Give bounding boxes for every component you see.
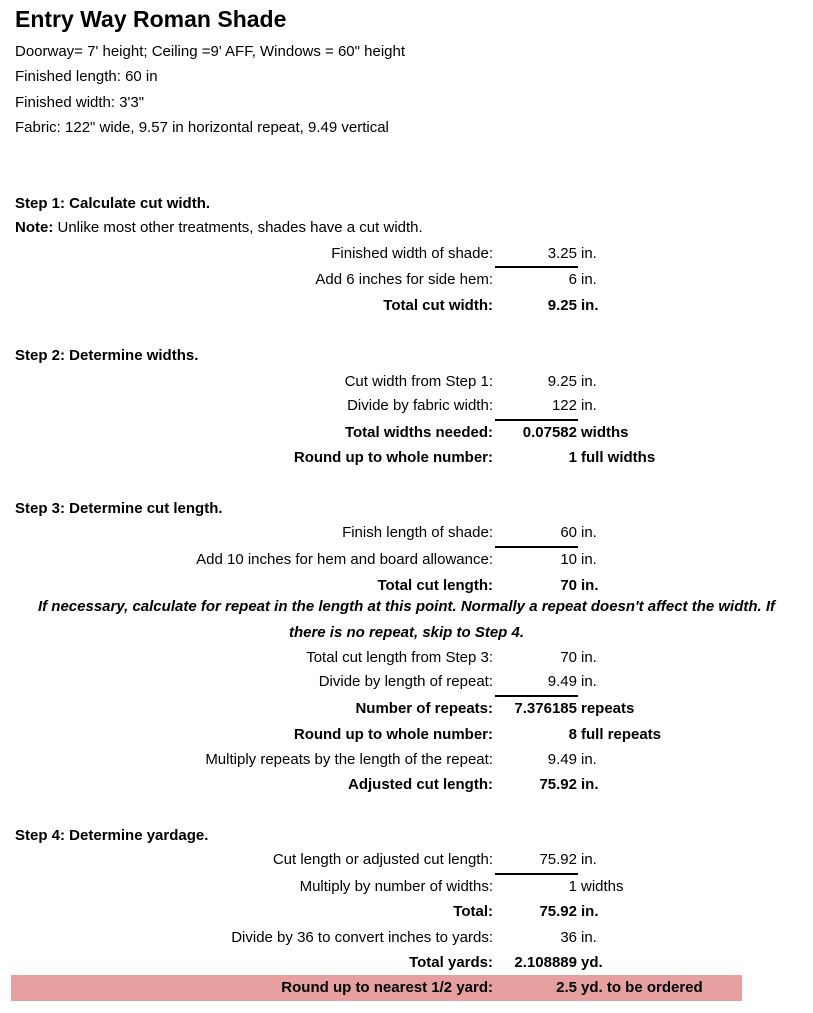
row-unit: in. bbox=[581, 851, 597, 868]
row-unit: in. bbox=[581, 903, 599, 920]
row-value: 10 bbox=[560, 551, 577, 568]
row-label: Total cut width: bbox=[383, 297, 493, 314]
row-label: Finish length of shade: bbox=[342, 524, 493, 541]
row-label: Cut width from Step 1: bbox=[344, 373, 493, 390]
row-unit: in. bbox=[581, 271, 597, 288]
row-label: Divide by length of repeat: bbox=[318, 673, 493, 690]
row-label: Divide by 36 to convert inches to yards: bbox=[231, 929, 493, 946]
row-unit: in. bbox=[581, 551, 597, 568]
step2-row-fabric-width bbox=[0, 397, 813, 421]
row-label: Adjusted cut length: bbox=[348, 776, 493, 793]
step3-row-hem-allowance bbox=[0, 551, 813, 575]
row-value: 75.92 bbox=[539, 851, 577, 868]
row-label: Total cut length: bbox=[377, 577, 493, 594]
row-value: 1 bbox=[568, 878, 577, 895]
step3-row-multiply-repeats bbox=[0, 751, 813, 775]
row-unit: in. bbox=[581, 751, 597, 768]
step4-heading: Step 4: Determine yardage. bbox=[15, 827, 209, 844]
step2-heading: Step 2: Determine widths. bbox=[15, 347, 199, 364]
row-unit: in. bbox=[581, 397, 597, 414]
info-finished-width: Finished width: 3'3" bbox=[15, 94, 145, 111]
step1-note-text: Unlike most other treatments, shades have a cut width. bbox=[53, 219, 423, 236]
row-unit: yd. to be ordered bbox=[581, 979, 703, 996]
step3-row-adjusted-cut-length bbox=[0, 776, 813, 800]
row-label: Divide by fabric width: bbox=[347, 397, 493, 414]
step3-heading: Step 3: Determine cut length. bbox=[15, 500, 223, 517]
row-value: 122 bbox=[551, 397, 577, 414]
row-value: 70 bbox=[560, 649, 577, 666]
row-unit: yd. bbox=[581, 954, 603, 971]
step3-repeat-underline bbox=[495, 695, 578, 697]
row-value: 75.92 bbox=[539, 776, 577, 793]
step2-row-round-up bbox=[0, 449, 813, 473]
row-label: Round up to whole number: bbox=[293, 449, 493, 466]
step1-row-finished-width bbox=[0, 245, 813, 269]
step4-row-divide-by-36 bbox=[0, 929, 813, 953]
step1-row-side-hem bbox=[0, 271, 813, 295]
row-label: Total: bbox=[453, 903, 493, 920]
row-unit: in. bbox=[581, 524, 597, 541]
row-value: 7.376185 bbox=[514, 700, 577, 717]
step1-heading: Step 1: Calculate cut width. bbox=[15, 195, 211, 212]
row-value: 2.5 bbox=[556, 979, 577, 996]
step2-underline bbox=[495, 419, 578, 421]
row-value: 9.49 bbox=[547, 673, 577, 690]
row-label: Add 6 inches for side hem: bbox=[315, 271, 493, 288]
step2-row-total-widths bbox=[0, 424, 813, 448]
row-value: 9.49 bbox=[547, 751, 577, 768]
row-value: 75.92 bbox=[539, 903, 577, 920]
row-value: 0.07582 bbox=[522, 424, 577, 441]
row-value: 9.25 bbox=[547, 297, 577, 314]
row-unit: repeats bbox=[581, 700, 635, 717]
step3-repeat-note-line1: If necessary, calculate for repeat in the length at this point. Normally a repeat doesn't affect the width. If bbox=[37, 598, 776, 615]
info-finished-length: Finished length: 60 in bbox=[15, 68, 158, 85]
row-unit: full widths bbox=[581, 449, 656, 466]
info-fabric: Fabric: 122" wide, 9.57 in horizontal repeat, 9.49 vertical bbox=[15, 119, 389, 136]
row-value: 36 bbox=[560, 929, 577, 946]
step4-row-total bbox=[0, 903, 813, 927]
row-unit: in. bbox=[581, 649, 597, 666]
row-value: 9.25 bbox=[547, 373, 577, 390]
row-label: Round up to nearest 1/2 yard: bbox=[281, 979, 493, 996]
row-unit: in. bbox=[581, 245, 597, 262]
row-label: Multiply repeats by the length of the repeat: bbox=[205, 751, 493, 768]
row-value: 70 bbox=[560, 577, 577, 594]
row-label: Number of repeats: bbox=[355, 700, 493, 717]
row-unit: in. bbox=[581, 373, 597, 390]
step4-row-multiply-widths bbox=[0, 878, 813, 902]
step1-row-total-cut-width bbox=[0, 297, 813, 321]
step3-row-round-up-repeats bbox=[0, 726, 813, 750]
step4-underline bbox=[495, 873, 578, 875]
step3-row-cut-length-from-step3 bbox=[0, 649, 813, 673]
row-label: Cut length or adjusted cut length: bbox=[272, 851, 493, 868]
row-unit: in. bbox=[581, 929, 597, 946]
row-unit: in. bbox=[581, 577, 599, 594]
step3-row-finish-length bbox=[0, 524, 813, 548]
row-value: 2.108889 bbox=[514, 954, 577, 971]
step3-row-repeat-length bbox=[0, 673, 813, 697]
step1-underline bbox=[495, 266, 578, 268]
row-label: Finished width of shade: bbox=[331, 245, 493, 262]
step4-row-round-up-yards bbox=[0, 979, 813, 1003]
row-unit: full repeats bbox=[581, 726, 662, 743]
row-label: Multiply by number of widths: bbox=[299, 878, 493, 895]
row-unit: in. bbox=[581, 673, 597, 690]
row-label: Total cut length from Step 3: bbox=[306, 649, 493, 666]
row-value: 8 bbox=[568, 726, 577, 743]
step2-row-cut-width bbox=[0, 373, 813, 397]
row-unit: widths bbox=[581, 878, 624, 895]
row-label: Total yards: bbox=[409, 954, 493, 971]
step1-note bbox=[15, 219, 423, 236]
row-unit: in. bbox=[581, 297, 599, 314]
step3-underline bbox=[495, 546, 578, 548]
row-value: 6 bbox=[568, 271, 577, 288]
row-unit: in. bbox=[581, 776, 599, 793]
row-label: Total widths needed: bbox=[344, 424, 493, 441]
row-value: 1 bbox=[568, 449, 577, 466]
row-value: 3.25 bbox=[547, 245, 577, 262]
row-value: 60 bbox=[560, 524, 577, 541]
step3-row-number-of-repeats bbox=[0, 700, 813, 724]
row-label: Round up to whole number: bbox=[293, 726, 493, 743]
step1-note-label: Note: bbox=[15, 219, 54, 236]
step3-repeat-note-line2: there is no repeat, skip to Step 4. bbox=[288, 624, 525, 641]
row-label: Add 10 inches for hem and board allowance: bbox=[196, 551, 493, 568]
info-doorway: Doorway= 7' height; Ceiling =9' AFF, Windows = 60" height bbox=[15, 43, 406, 60]
page-title: Entry Way Roman Shade bbox=[15, 6, 287, 32]
row-unit: widths bbox=[581, 424, 629, 441]
step4-row-cut-length bbox=[0, 851, 813, 875]
